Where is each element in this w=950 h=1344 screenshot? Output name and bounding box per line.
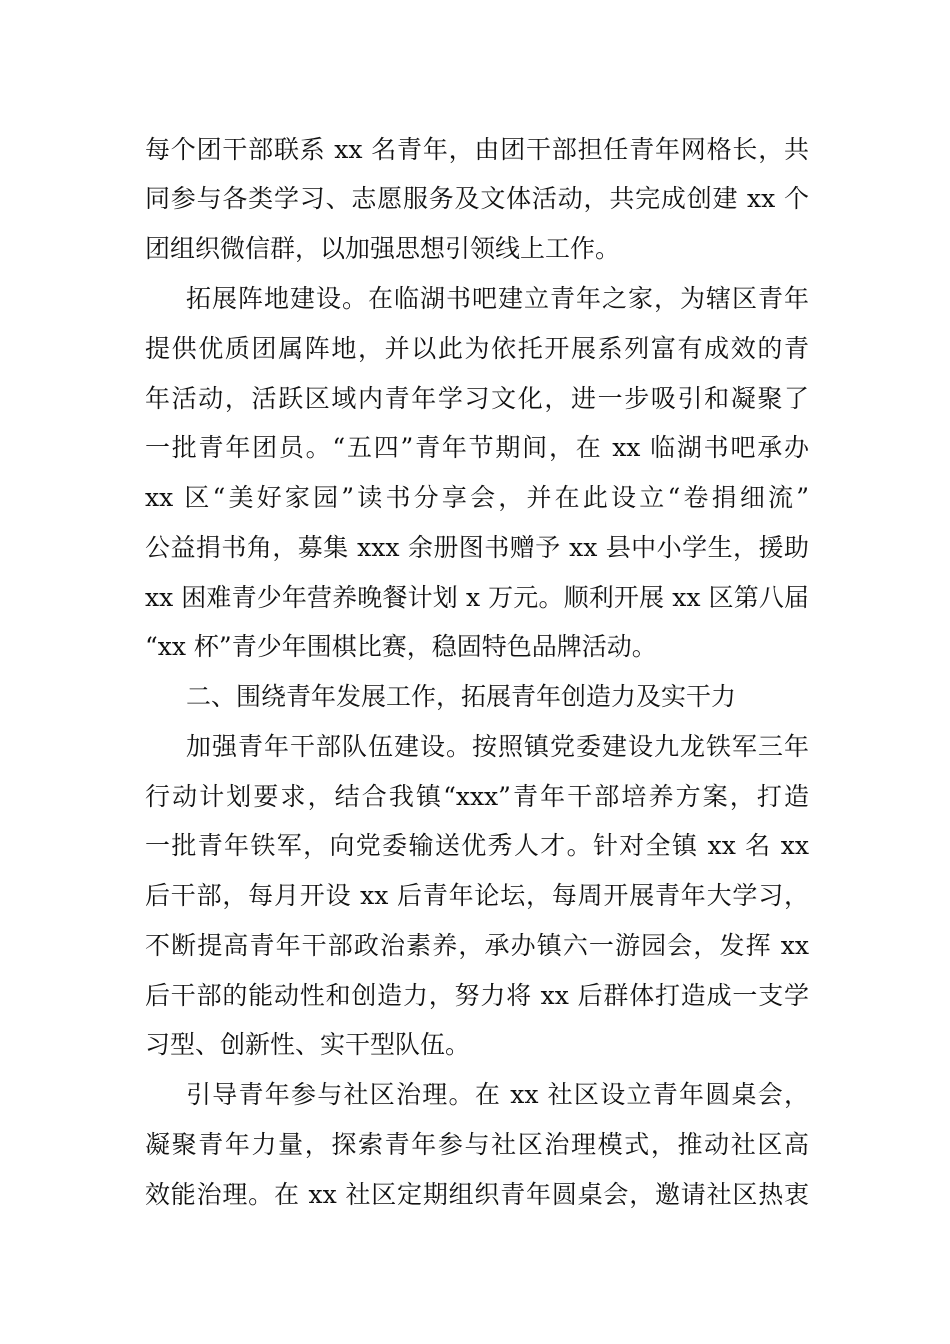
paragraph-line: 同参与各类学习、志愿服务及文体活动，共完成创建 xx 个 (145, 184, 809, 213)
paragraph-line: 后干部的能动性和创造力，努力将 xx 后群体打造成一支学 (145, 981, 809, 1010)
paragraph-line: xx 区“美好家园”读书分享会，并在此设立“卷捐细流” (145, 483, 809, 512)
paragraph-line: 效能治理。在 xx 社区定期组织青年圆桌会，邀请社区热衷 (145, 1180, 809, 1209)
paragraph-line: xx 困难青少年营养晚餐计划 x 万元。顺利开展 xx 区第八届 (145, 583, 809, 612)
paragraph-line: 行动计划要求，结合我镇“xxx”青年干部培养方案，打造 (145, 782, 809, 811)
paragraph-line: 引导青年参与社区治理。在 xx 社区设立青年圆桌会， (186, 1080, 809, 1109)
paragraph-line: 不断提高青年干部政治素养，承办镇六一游园会，发挥 xx (145, 931, 809, 960)
paragraph-line: 拓展阵地建设。在临湖书吧建立青年之家，为辖区青年 (186, 284, 809, 313)
paragraph-line: 加强青年干部队伍建设。按照镇党委建设九龙铁军三年 (186, 732, 809, 761)
paragraph-line: 公益捐书角，募集 xxx 余册图书赠予 xx 县中小学生，援助 (145, 533, 809, 562)
section-heading: 二、围绕青年发展工作，拓展青年创造力及实干力 (186, 682, 737, 711)
paragraph-line: 年活动，活跃区域内青年学习文化，进一步吸引和凝聚了 (145, 384, 809, 413)
paragraph-line: “xx 杯”青少年围棋比赛，稳固特色品牌活动。 (145, 632, 657, 661)
paragraph-line: 提供优质团属阵地，并以此为依托开展系列富有成效的青 (145, 334, 809, 363)
paragraph-line: 每个团干部联系 xx 名青年，由团干部担任青年网格长，共 (145, 135, 809, 164)
paragraph-line: 一批青年铁军，向党委输送优秀人才。针对全镇 xx 名 xx (145, 831, 809, 860)
paragraph-line: 一批青年团员。“五四”青年节期间，在 xx 临湖书吧承办 (145, 433, 809, 462)
paragraph-line: 后干部，每月开设 xx 后青年论坛，每周开展青年大学习， (145, 881, 809, 910)
paragraph-line: 团组织微信群，以加强思想引领线上工作。 (145, 234, 621, 263)
paragraph-line: 凝聚青年力量，探索青年参与社区治理模式，推动社区高 (145, 1130, 809, 1159)
paragraph-line: 习型、创新性、实干型队伍。 (145, 1030, 471, 1059)
